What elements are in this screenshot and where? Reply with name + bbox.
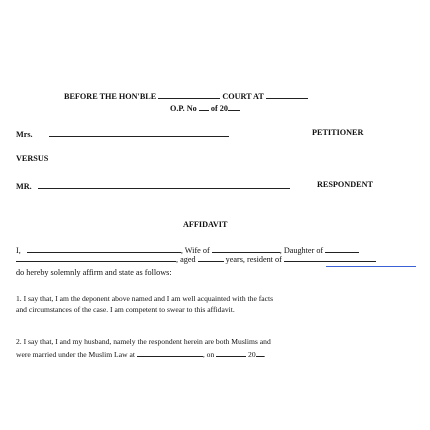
intro-aged: , aged xyxy=(176,255,196,264)
op-number-blank xyxy=(199,103,209,111)
para2-line2 xyxy=(16,349,266,359)
intro-i: I, xyxy=(16,246,21,255)
husband-name-blank xyxy=(212,245,280,253)
court-prefix: BEFORE THE HON'BLE xyxy=(64,92,157,101)
intro-wife-of: , Wife of xyxy=(180,246,210,255)
versus-label: VERSUS xyxy=(16,154,49,163)
father-name-blank xyxy=(325,245,359,253)
respondent-label: RESPONDENT xyxy=(317,180,373,189)
op-year-blank xyxy=(228,103,240,111)
deponent-name-blank xyxy=(27,245,181,253)
marriage-place-blank xyxy=(137,349,203,357)
age-blank xyxy=(198,254,224,262)
op-number xyxy=(170,103,240,113)
father-name-continued-blank xyxy=(16,254,176,262)
para2-period: . xyxy=(263,350,266,359)
op-prefix: O.P. No xyxy=(170,104,197,113)
intro-daughter-of: , Daughter of xyxy=(279,246,324,255)
residence-underline-mark xyxy=(326,266,416,267)
marriage-year-blank xyxy=(256,349,264,357)
para1-line1: 1. I say that, I am the deponent above named and I am well acquainted with the facts xyxy=(16,294,274,303)
court-heading xyxy=(64,91,308,101)
court-place-blank xyxy=(266,91,308,99)
para2-line1: 2. I say that, I and my husband, namely the respondent herein are both Muslims and xyxy=(16,337,271,346)
petitioner-name-blank xyxy=(49,129,229,137)
court-name-blank xyxy=(158,91,220,99)
court-suffix: COURT AT xyxy=(222,92,264,101)
residence-blank xyxy=(284,254,376,262)
respondent-name-blank xyxy=(38,181,290,189)
op-of: of 20 xyxy=(210,104,228,113)
respondent-prefix: MR. xyxy=(16,182,32,191)
document-title: AFFIDAVIT xyxy=(183,220,228,229)
para1-line2: and circumstances of the case. I am competent to swear to this affidavit. xyxy=(16,305,235,314)
petitioner-row xyxy=(16,129,229,139)
respondent-row xyxy=(16,181,290,191)
para2-year: 20 xyxy=(248,350,256,359)
affirm-line: do hereby solemnly affirm and state as follows: xyxy=(16,268,172,277)
intro-line-2 xyxy=(16,254,376,264)
petitioner-prefix: Mrs. xyxy=(16,130,33,139)
para2-married-text: were married under the Muslim Law at xyxy=(16,350,135,359)
marriage-date-blank xyxy=(216,349,246,357)
para2-on: , on xyxy=(202,350,215,359)
petitioner-label: PETITIONER xyxy=(312,128,364,137)
intro-years-resident: years, resident of xyxy=(225,255,282,264)
